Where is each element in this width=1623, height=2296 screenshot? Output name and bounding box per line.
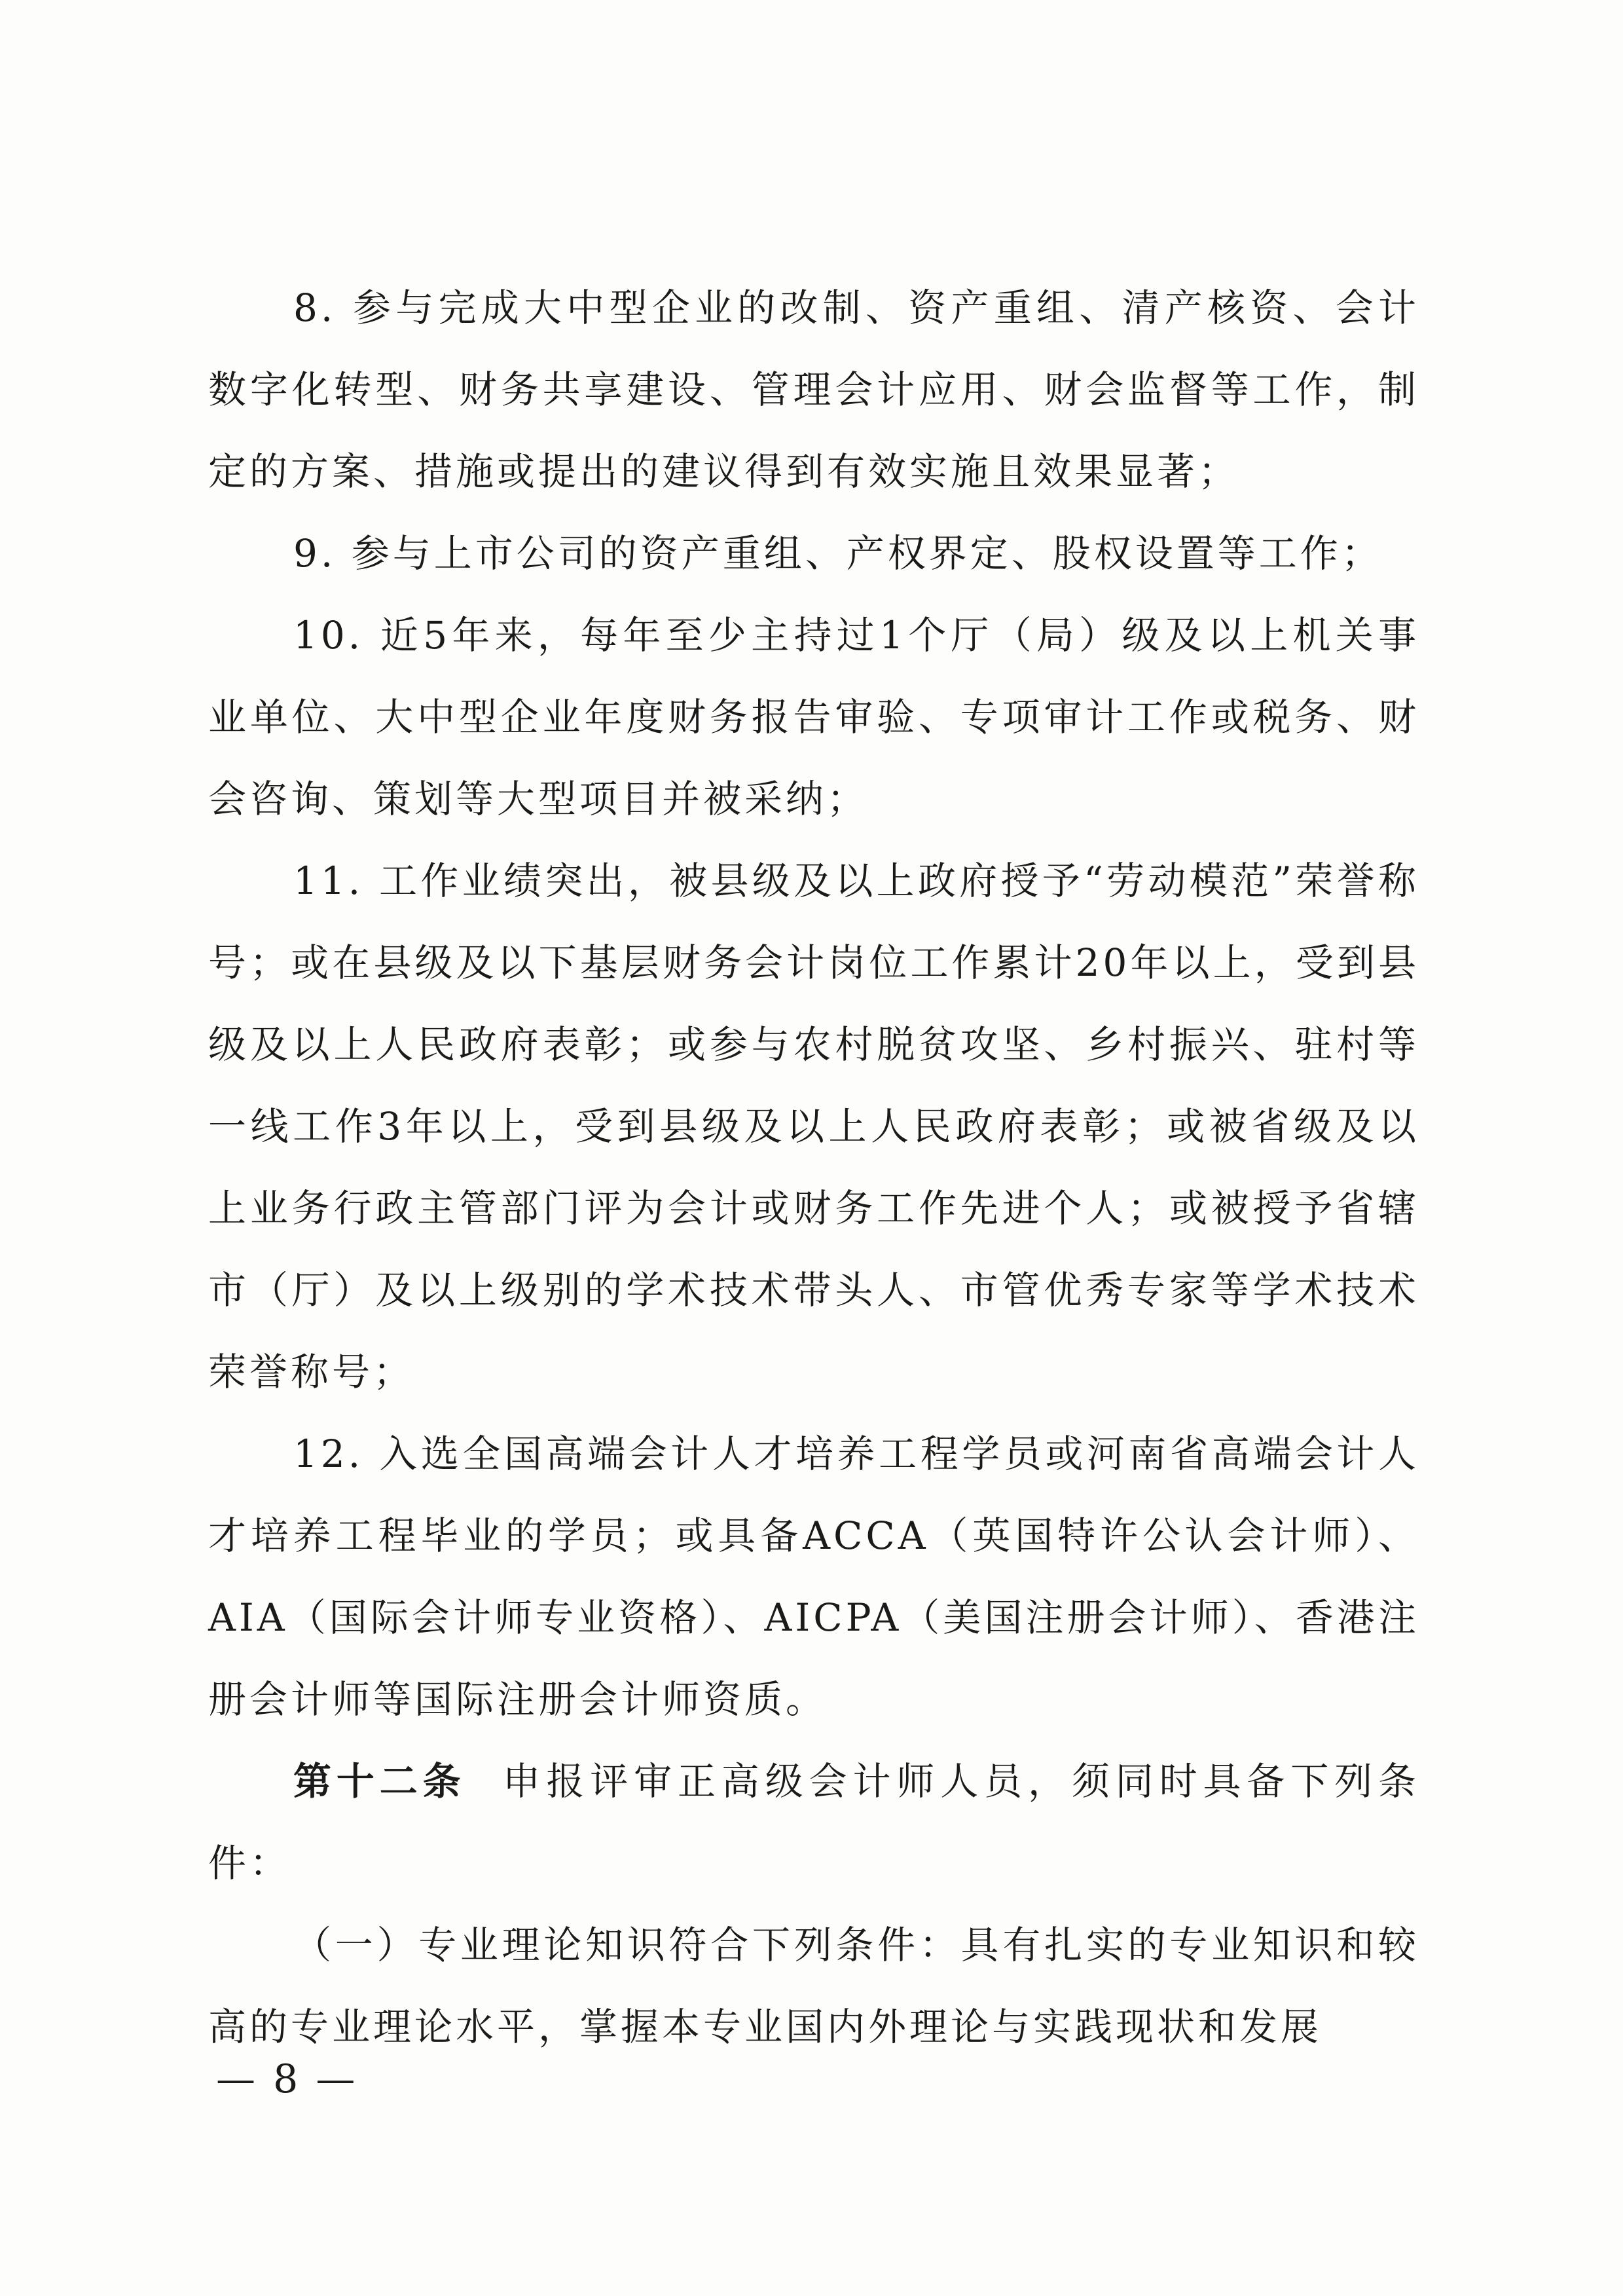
- paragraph-item-10: 10. 近5年来，每年至少主持过1个厅（局）级及以上机关事业单位、大中型企业年度财务报告审验、专项审计工作或税务、财会咨询、策划等大型项目并被采纳；: [208, 613, 1419, 821]
- article-paragraph: [208, 1741, 1419, 1904]
- paragraph-item-9: 9. 参与上市公司的资产重组、产权界定、股权设置等工作；: [293, 531, 1383, 576]
- page-number: — 8 —: [216, 2056, 358, 2102]
- article-text: 申报评审正高级会计师人员，须同时具备下列条件：: [208, 1759, 1419, 1885]
- article-heading: 第十二条: [293, 1759, 466, 1804]
- paragraph-item-8: 8. 参与完成大中型企业的改制、资产重组、清产核资、会计数字化转型、财务共享建设、管理会计应用、财会监督等工作，制定的方案、措施或提出的建议得到有效实施且效果显著；: [208, 286, 1419, 494]
- document-body: [208, 267, 1419, 2068]
- condition-1-paragraph: （一）专业理论知识符合下列条件：具有扎实的专业知识和较高的专业理论水平，掌握本专业国内外理论与实践现状和发展: [208, 1923, 1419, 2049]
- paragraph-item-12: 12. 入选全国高端会计人才培养工程学员或河南省高端会计人才培养工程毕业的学员；或具备ACCA（英国特许公认会计师）、AIA（国际会计师专业资格）、AICPA（美国注册会计师）、香港注册会计师等国际注册会计师资质。: [208, 1432, 1419, 1722]
- paragraph-item-11: 11. 工作业绩突出，被县级及以上政府授予“劳动模范”荣誉称号；或在县级及以下基层财务会计岗位工作累计20年以上，受到县级及以上人民政府表彰；或参与农村脱贫攻坚、乡村振兴、驻村等一线工作3年以上，受到县级及以上人民政府表彰；或被省级及以上业务行政主管部门评为会计或财务工作先进个人；或被授予省辖市（厅）及以上级别的学术技术带头人、市管优秀专家等学术技术荣誉称号；: [208, 859, 1419, 1394]
